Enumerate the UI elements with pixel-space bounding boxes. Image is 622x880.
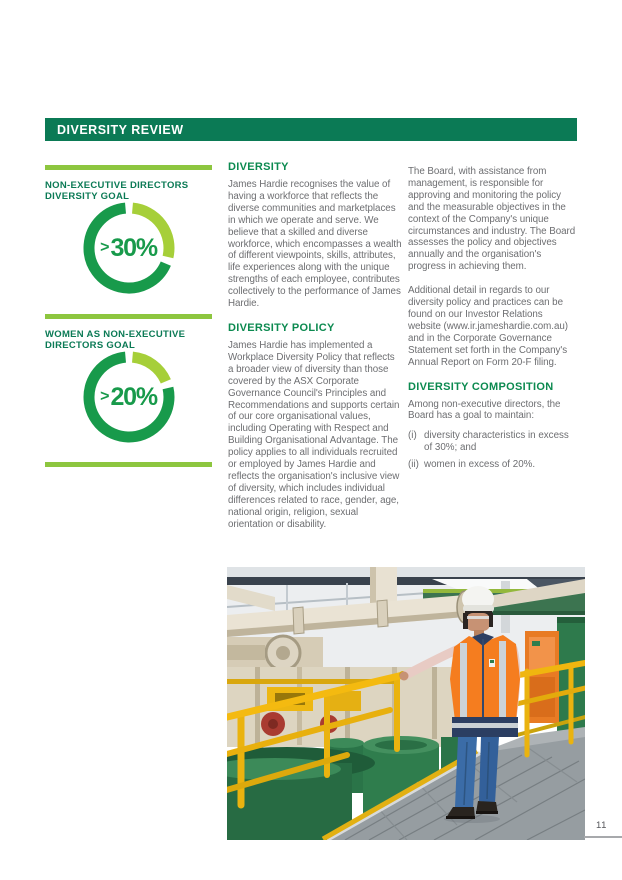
greater-than-sign: > (100, 388, 110, 405)
goal-2-value (83, 351, 175, 443)
additional-detail-paragraph: Additional detail in regards to our diversity policy and practices can be found on our Investor Relations website (www.ir.jameshardie.com.au) and in the Corporate Governance Statement set forth in the Company's Annual Report on Form 20-F filing. (408, 285, 568, 368)
diversity-policy-heading: DIVERSITY POLICY (228, 321, 335, 334)
footer-rule (584, 836, 622, 838)
photo-industrial-worker (227, 567, 585, 840)
diversity-heading: DIVERSITY (228, 161, 289, 173)
goal-1-donut-chart (83, 202, 175, 294)
goal-2-label-line-2: DIRECTORS GOAL (45, 339, 136, 351)
list-marker: (ii) (408, 459, 419, 471)
goal-2-donut-chart (83, 351, 175, 443)
list-item-text: diversity characteristics in excess of 30%; and (424, 430, 569, 454)
divider-rule (45, 462, 212, 467)
orange-cabinet (525, 631, 559, 723)
goal-1-label-line-2: DIVERSITY GOAL (45, 190, 130, 202)
greater-than-sign: > (100, 239, 110, 256)
goal-1-percentage: 30% (110, 233, 157, 262)
section-header-bar (45, 118, 577, 141)
goal-1-label-line-1: NON-EXECUTIVE DIRECTORS (45, 180, 189, 191)
diversity-column (228, 161, 402, 542)
goals-column (45, 163, 212, 467)
list-item (408, 430, 578, 454)
goal-1-label (45, 181, 212, 202)
list-marker: (i) (408, 430, 417, 442)
board-column (408, 161, 578, 476)
list-item-text: women in excess of 20%. (424, 459, 536, 471)
goal-2-label-line-1: WOMEN AS NON-EXECUTIVE (45, 329, 186, 340)
divider-rule (45, 165, 212, 170)
goal-2-label (45, 330, 212, 351)
diversity-policy-paragraph: James Hardie has implemented a Workplace Diversity Policy that reflects a broader view of diversity than those covered by the ASX Corporate Governance Council's Principles and Recommendations and supports certain of our core organisational values, including Operating with Respect and Building Organisational Advantage. The policy applies to all individuals recruited or employed by James Hardie and reflects the organisation's inclusive view of diversity, which includes individual differences related to race, gender, age, national origin, religion, sexual orientation or disability. (228, 339, 400, 530)
photo-illustration (227, 567, 585, 840)
page-title: DIVERSITY REVIEW (57, 122, 184, 137)
composition-intro: Among non-executive directors, the Board has a goal to maintain: (408, 398, 561, 422)
diversity-composition-heading: DIVERSITY COMPOSITION (408, 380, 554, 393)
page-number: 11 (596, 820, 607, 831)
diversity-paragraph: James Hardie recognises the value of having a workforce that reflects the diverse communities and marketplaces in which we operate and serve. We believe that a skilled and diverse workforce, which encompasses a wealth of different viewpoints, skills, attributes, life experiences along with the unique strengths of each employee, contributes collectively to the performance of James Hardie. (228, 179, 402, 310)
composition-list (408, 430, 578, 471)
divider-rule (45, 314, 212, 319)
goal-2-percentage: 20% (110, 382, 157, 411)
list-item (408, 459, 578, 471)
board-paragraph: The Board, with assistance from management, is responsible for approving and monitoring the policy and the measurable objectives in the context of the Company's unique circumstances and industry. The Board assesses the policy and objectives annually and the organisation's progress in achieving them. (408, 166, 576, 273)
goal-1-value (83, 202, 175, 294)
